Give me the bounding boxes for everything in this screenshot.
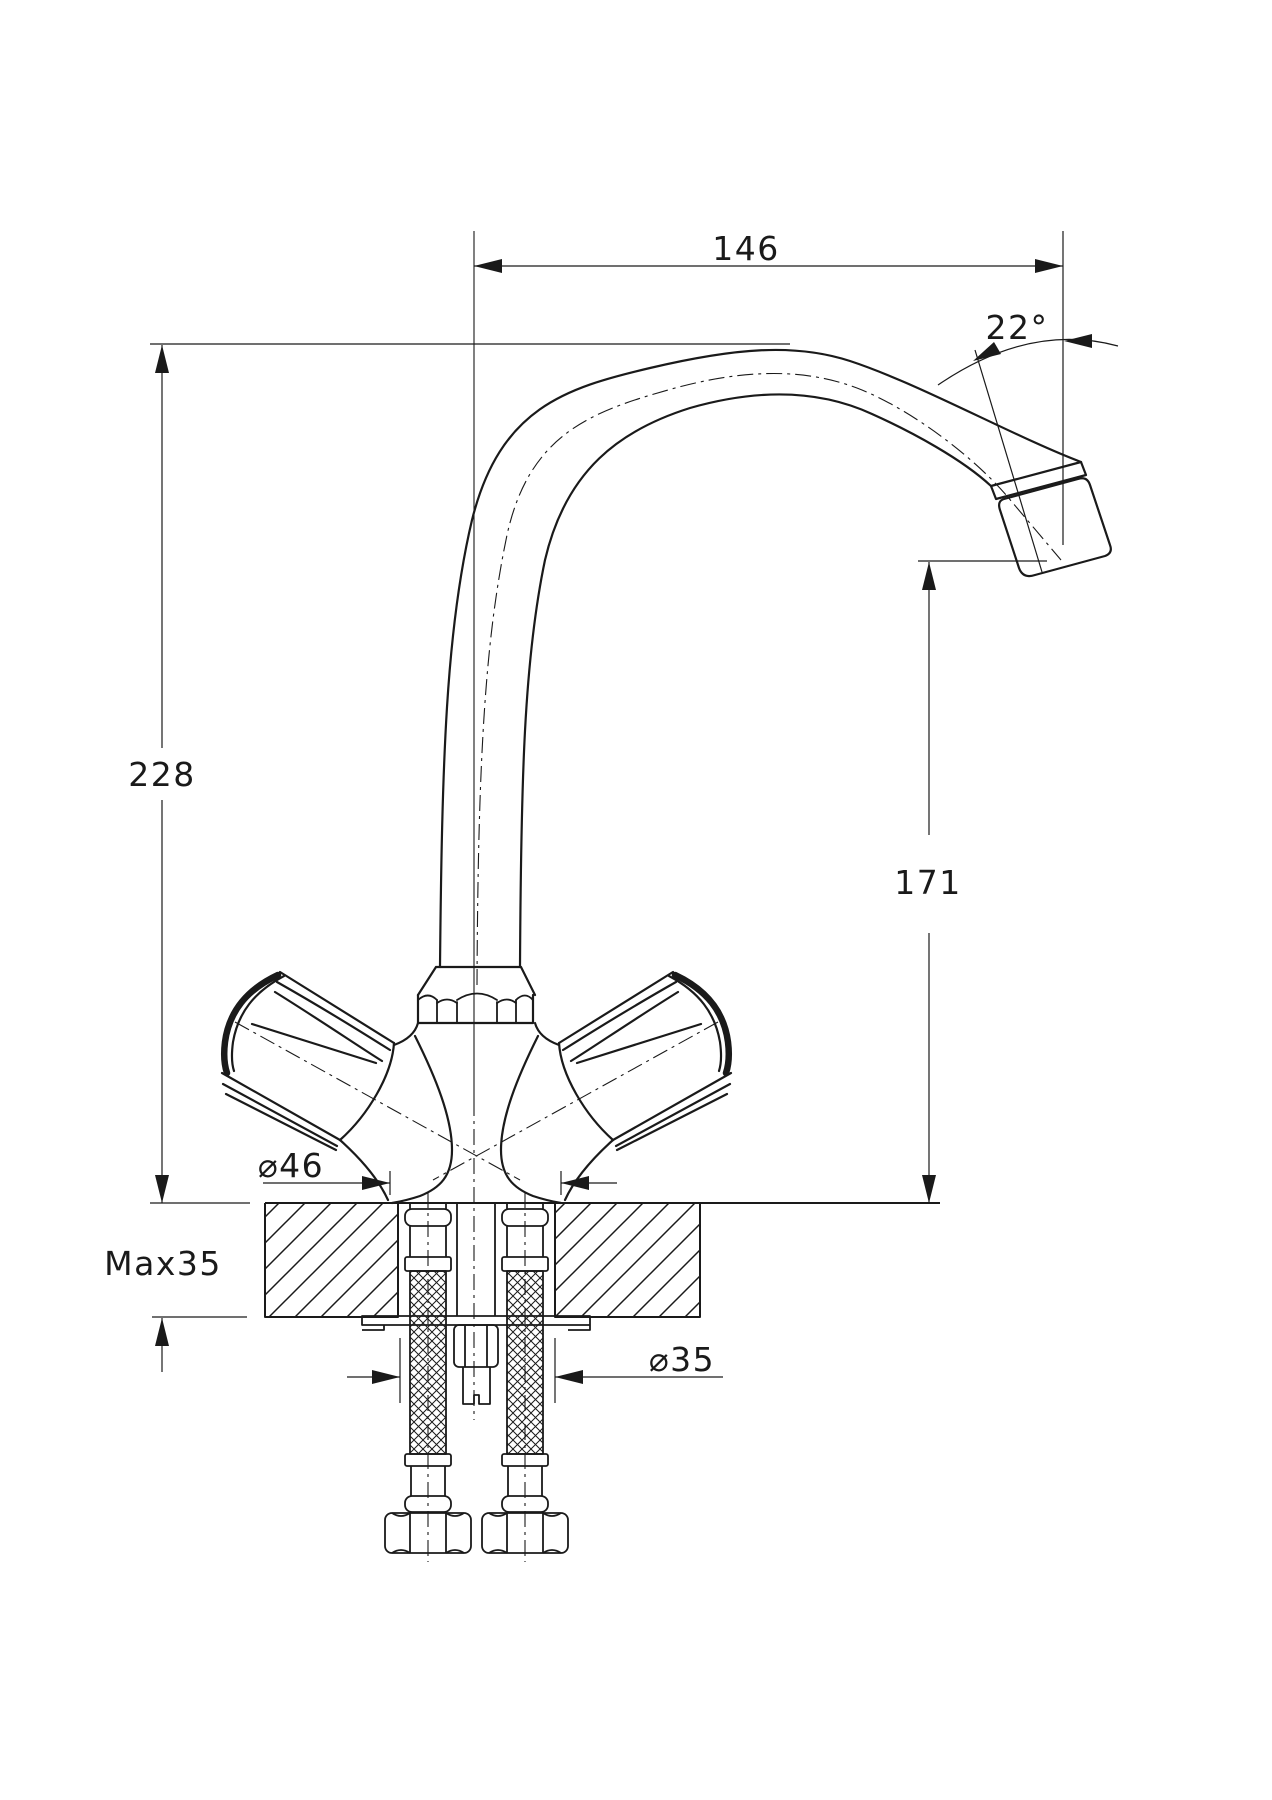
dim-22deg — [938, 334, 1118, 572]
dim-d35-label: ⌀35 — [648, 1340, 716, 1379]
washer-plate — [362, 1316, 590, 1330]
dim-max35 — [152, 1317, 247, 1372]
dim-146-label: 146 — [712, 229, 780, 268]
dim-171-label: 171 — [894, 863, 962, 902]
dim-228-label: 228 — [128, 755, 196, 794]
dim-max35-label: Max35 — [104, 1244, 222, 1283]
dim-146 — [474, 231, 1063, 545]
countertop-section — [265, 1203, 940, 1317]
faucet-outline — [222, 350, 1111, 1203]
counter-hatch-right — [556, 1204, 699, 1316]
dim-d46-label: ⌀46 — [257, 1146, 325, 1185]
fixing-nut — [454, 1325, 498, 1367]
spout-centerline — [477, 374, 1061, 986]
body-and-base — [340, 1023, 613, 1203]
left-handle — [222, 972, 394, 1150]
counter-hatch-left — [266, 1204, 397, 1316]
dim-22deg-label: 22° — [985, 308, 1049, 347]
right-handle-axis — [433, 1022, 718, 1180]
spout-tube — [440, 350, 1081, 967]
right-handle — [559, 972, 731, 1150]
